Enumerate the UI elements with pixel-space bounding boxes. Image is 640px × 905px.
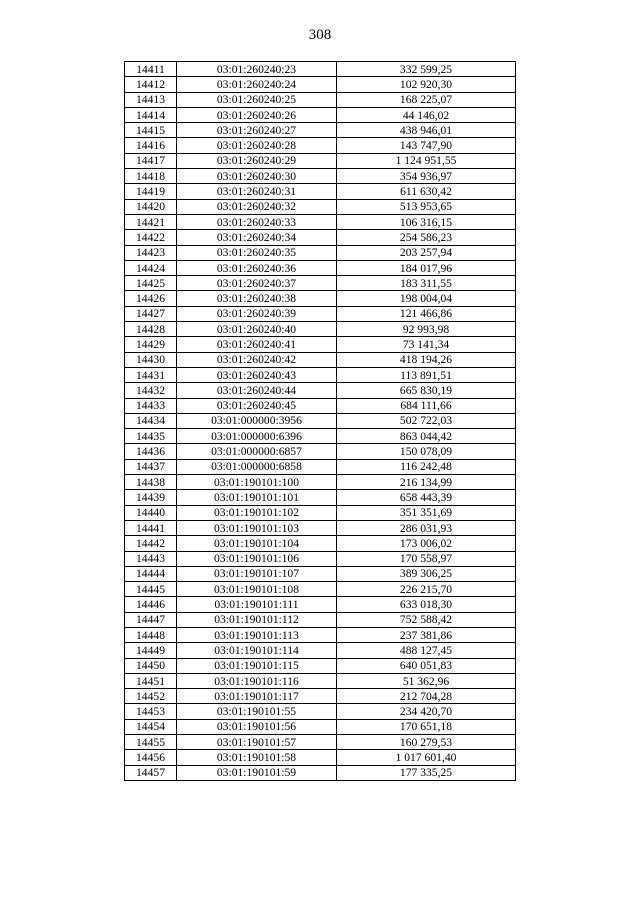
table-row (125, 505, 516, 520)
row-number-cell: 14423 (125, 245, 177, 260)
table-row (125, 138, 516, 153)
table-row (125, 566, 516, 581)
cadastral-number-cell: 03:01:260240:34 (177, 230, 337, 245)
row-number-cell: 14429 (125, 337, 177, 352)
row-number-cell: 14415 (125, 123, 177, 138)
cadastral-number-cell: 03:01:190101:55 (177, 704, 337, 719)
cadastral-number-cell: 03:01:000000:3956 (177, 413, 337, 428)
value-cell: 216 134,99 (337, 475, 516, 490)
cadastral-value-table (124, 61, 516, 781)
table-row (125, 214, 516, 229)
cadastral-number-cell: 03:01:260240:30 (177, 169, 337, 184)
value-cell: 752 588,42 (337, 612, 516, 627)
table-row (125, 306, 516, 321)
cadastral-number-cell: 03:01:260240:25 (177, 92, 337, 107)
value-cell: 684 111,66 (337, 398, 516, 413)
table-row (125, 383, 516, 398)
table-row (125, 169, 516, 184)
row-number-cell: 14420 (125, 199, 177, 214)
value-cell: 170 651,18 (337, 719, 516, 734)
row-number-cell: 14440 (125, 505, 177, 520)
cadastral-number-cell: 03:01:190101:100 (177, 475, 337, 490)
table-row (125, 276, 516, 291)
cadastral-number-cell: 03:01:260240:42 (177, 352, 337, 367)
row-number-cell: 14437 (125, 459, 177, 474)
cadastral-number-cell: 03:01:260240:24 (177, 77, 337, 92)
row-number-cell: 14444 (125, 566, 177, 581)
row-number-cell: 14438 (125, 475, 177, 490)
value-cell: 198 004,04 (337, 291, 516, 306)
row-number-cell: 14418 (125, 169, 177, 184)
value-cell: 92 993,98 (337, 322, 516, 337)
row-number-cell: 14430 (125, 352, 177, 367)
table-row (125, 673, 516, 688)
value-cell: 502 722,03 (337, 413, 516, 428)
value-cell: 513 953,65 (337, 199, 516, 214)
table-row (125, 597, 516, 612)
value-cell: 658 443,39 (337, 490, 516, 505)
row-number-cell: 14419 (125, 184, 177, 199)
table-row (125, 536, 516, 551)
cadastral-number-cell: 03:01:190101:59 (177, 765, 337, 780)
table-row (125, 62, 516, 77)
table-row (125, 704, 516, 719)
value-cell: 438 946,01 (337, 123, 516, 138)
table-row (125, 582, 516, 597)
cadastral-number-cell: 03:01:260240:45 (177, 398, 337, 413)
cadastral-number-cell: 03:01:000000:6396 (177, 429, 337, 444)
cadastral-number-cell: 03:01:190101:108 (177, 582, 337, 597)
row-number-cell: 14447 (125, 612, 177, 627)
table-row (125, 627, 516, 642)
table-row (125, 199, 516, 214)
value-cell: 51 362,96 (337, 673, 516, 688)
table-row (125, 92, 516, 107)
table-row (125, 153, 516, 168)
table-row (125, 367, 516, 382)
row-number-cell: 14416 (125, 138, 177, 153)
row-number-cell: 14434 (125, 413, 177, 428)
cadastral-number-cell: 03:01:260240:40 (177, 322, 337, 337)
cadastral-number-cell: 03:01:260240:39 (177, 306, 337, 321)
value-cell: 1 017 601,40 (337, 750, 516, 765)
row-number-cell: 14455 (125, 735, 177, 750)
table-row (125, 260, 516, 275)
cadastral-number-cell: 03:01:260240:35 (177, 245, 337, 260)
value-cell: 150 078,09 (337, 444, 516, 459)
row-number-cell: 14449 (125, 643, 177, 658)
cadastral-number-cell: 03:01:190101:117 (177, 689, 337, 704)
row-number-cell: 14454 (125, 719, 177, 734)
row-number-cell: 14427 (125, 306, 177, 321)
value-cell: 168 225,07 (337, 92, 516, 107)
cadastral-number-cell: 03:01:260240:41 (177, 337, 337, 352)
value-cell: 234 420,70 (337, 704, 516, 719)
cadastral-number-cell: 03:01:260240:37 (177, 276, 337, 291)
cadastral-number-cell: 03:01:190101:116 (177, 673, 337, 688)
row-number-cell: 14445 (125, 582, 177, 597)
value-cell: 113 891,51 (337, 367, 516, 382)
table-row (125, 291, 516, 306)
row-number-cell: 14428 (125, 322, 177, 337)
value-cell: 640 051,83 (337, 658, 516, 673)
table-row (125, 337, 516, 352)
table-row (125, 245, 516, 260)
value-cell: 665 830,19 (337, 383, 516, 398)
cadastral-number-cell: 03:01:190101:115 (177, 658, 337, 673)
value-cell: 286 031,93 (337, 520, 516, 535)
value-cell: 203 257,94 (337, 245, 516, 260)
value-cell: 633 018,30 (337, 597, 516, 612)
row-number-cell: 14441 (125, 520, 177, 535)
cadastral-number-cell: 03:01:260240:38 (177, 291, 337, 306)
table-row (125, 230, 516, 245)
row-number-cell: 14424 (125, 260, 177, 275)
value-cell: 254 586,23 (337, 230, 516, 245)
table-row (125, 459, 516, 474)
value-cell: 116 242,48 (337, 459, 516, 474)
value-cell: 389 306,25 (337, 566, 516, 581)
cadastral-number-cell: 03:01:190101:113 (177, 627, 337, 642)
cadastral-number-cell: 03:01:260240:28 (177, 138, 337, 153)
table-row (125, 352, 516, 367)
row-number-cell: 14457 (125, 765, 177, 780)
cadastral-number-cell: 03:01:000000:6857 (177, 444, 337, 459)
cadastral-number-cell: 03:01:260240:31 (177, 184, 337, 199)
value-cell: 170 558,97 (337, 551, 516, 566)
cadastral-number-cell: 03:01:260240:29 (177, 153, 337, 168)
row-number-cell: 14450 (125, 658, 177, 673)
cadastral-number-cell: 03:01:190101:107 (177, 566, 337, 581)
value-cell: 354 936,97 (337, 169, 516, 184)
row-number-cell: 14451 (125, 673, 177, 688)
value-cell: 332 599,25 (337, 62, 516, 77)
table-row (125, 107, 516, 122)
value-cell: 418 194,26 (337, 352, 516, 367)
table-row (125, 429, 516, 444)
row-number-cell: 14435 (125, 429, 177, 444)
row-number-cell: 14443 (125, 551, 177, 566)
table-row (125, 123, 516, 138)
value-cell: 226 215,70 (337, 582, 516, 597)
value-cell: 488 127,45 (337, 643, 516, 658)
table-row (125, 398, 516, 413)
value-cell: 121 466,86 (337, 306, 516, 321)
cadastral-number-cell: 03:01:260240:33 (177, 214, 337, 229)
cadastral-number-cell: 03:01:190101:103 (177, 520, 337, 535)
value-cell: 183 311,55 (337, 276, 516, 291)
row-number-cell: 14412 (125, 77, 177, 92)
value-cell: 237 381,86 (337, 627, 516, 642)
row-number-cell: 14417 (125, 153, 177, 168)
row-number-cell: 14426 (125, 291, 177, 306)
row-number-cell: 14448 (125, 627, 177, 642)
row-number-cell: 14453 (125, 704, 177, 719)
value-cell: 106 316,15 (337, 214, 516, 229)
table-row (125, 765, 516, 780)
value-cell: 177 335,25 (337, 765, 516, 780)
value-cell: 184 017,96 (337, 260, 516, 275)
table-row (125, 77, 516, 92)
row-number-cell: 14414 (125, 107, 177, 122)
row-number-cell: 14425 (125, 276, 177, 291)
cadastral-number-cell: 03:01:260240:27 (177, 123, 337, 138)
table-row (125, 735, 516, 750)
table-row (125, 444, 516, 459)
value-cell: 1 124 951,55 (337, 153, 516, 168)
cadastral-number-cell: 03:01:190101:114 (177, 643, 337, 658)
value-cell: 160 279,53 (337, 735, 516, 750)
table-row (125, 689, 516, 704)
row-number-cell: 14432 (125, 383, 177, 398)
table-row (125, 551, 516, 566)
row-number-cell: 14439 (125, 490, 177, 505)
table-row (125, 322, 516, 337)
table-row (125, 413, 516, 428)
value-cell: 863 044,42 (337, 429, 516, 444)
value-cell: 143 747,90 (337, 138, 516, 153)
table-row (125, 520, 516, 535)
cadastral-number-cell: 03:01:190101:102 (177, 505, 337, 520)
cadastral-number-cell: 03:01:190101:56 (177, 719, 337, 734)
value-cell: 173 006,02 (337, 536, 516, 551)
row-number-cell: 14422 (125, 230, 177, 245)
value-cell: 73 141,34 (337, 337, 516, 352)
cadastral-number-cell: 03:01:190101:104 (177, 536, 337, 551)
row-number-cell: 14456 (125, 750, 177, 765)
table-row (125, 612, 516, 627)
value-cell: 102 920,30 (337, 77, 516, 92)
value-cell: 351 351,69 (337, 505, 516, 520)
cadastral-number-cell: 03:01:190101:58 (177, 750, 337, 765)
row-number-cell: 14446 (125, 597, 177, 612)
cadastral-number-cell: 03:01:260240:23 (177, 62, 337, 77)
cadastral-number-cell: 03:01:190101:101 (177, 490, 337, 505)
table-body (125, 62, 516, 781)
cadastral-number-cell: 03:01:190101:111 (177, 597, 337, 612)
table-row (125, 490, 516, 505)
row-number-cell: 14452 (125, 689, 177, 704)
cadastral-number-cell: 03:01:260240:43 (177, 367, 337, 382)
cadastral-number-cell: 03:01:000000:6858 (177, 459, 337, 474)
row-number-cell: 14413 (125, 92, 177, 107)
table-row (125, 643, 516, 658)
table-row (125, 719, 516, 734)
cadastral-number-cell: 03:01:260240:26 (177, 107, 337, 122)
row-number-cell: 14433 (125, 398, 177, 413)
cadastral-number-cell: 03:01:260240:36 (177, 260, 337, 275)
cadastral-number-cell: 03:01:190101:57 (177, 735, 337, 750)
value-cell: 44 146,02 (337, 107, 516, 122)
row-number-cell: 14431 (125, 367, 177, 382)
row-number-cell: 14436 (125, 444, 177, 459)
cadastral-number-cell: 03:01:190101:112 (177, 612, 337, 627)
row-number-cell: 14421 (125, 214, 177, 229)
row-number-cell: 14442 (125, 536, 177, 551)
page-number: 308 (308, 27, 332, 43)
value-cell: 212 704,28 (337, 689, 516, 704)
cadastral-number-cell: 03:01:260240:32 (177, 199, 337, 214)
table-row (125, 184, 516, 199)
table-row (125, 475, 516, 490)
table-row (125, 750, 516, 765)
value-cell: 611 630,42 (337, 184, 516, 199)
table-row (125, 658, 516, 673)
row-number-cell: 14411 (125, 62, 177, 77)
cadastral-number-cell: 03:01:190101:106 (177, 551, 337, 566)
cadastral-number-cell: 03:01:260240:44 (177, 383, 337, 398)
